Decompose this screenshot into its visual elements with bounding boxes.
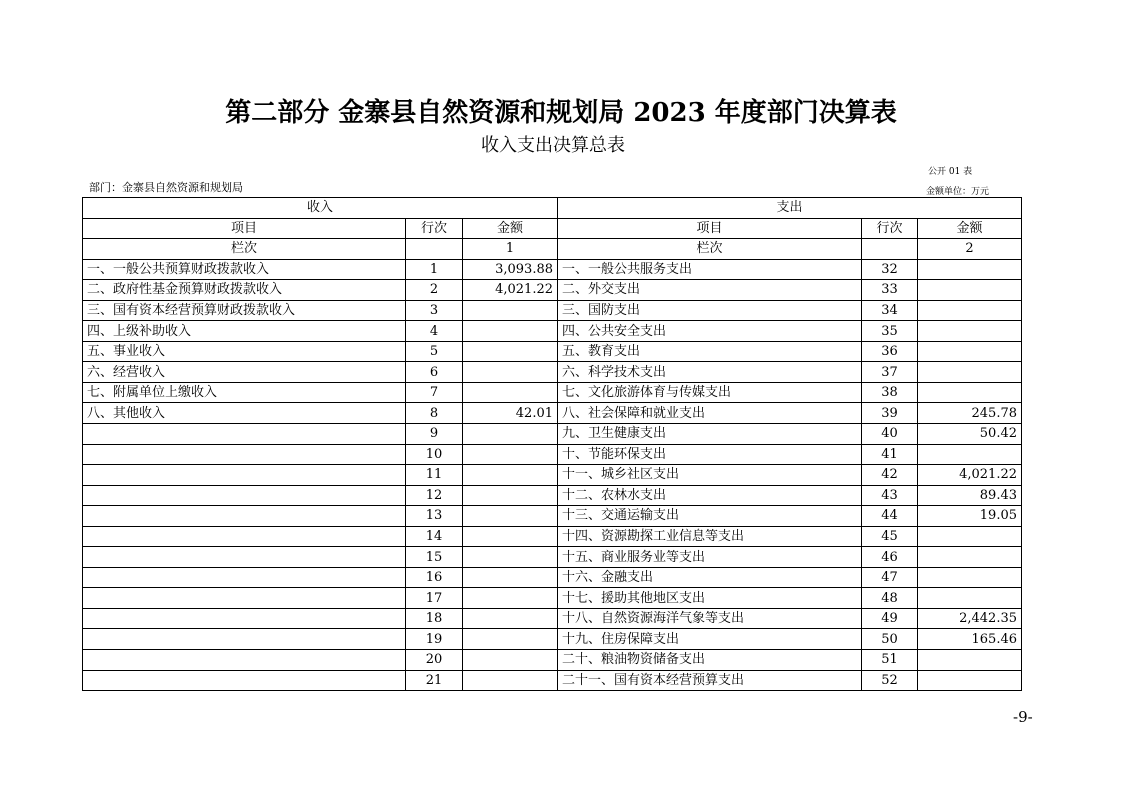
income-line-no-cell: 12 <box>406 485 463 506</box>
income-line-no-cell: 16 <box>406 567 463 588</box>
table-row <box>83 259 1022 280</box>
expense-amount-cell <box>918 444 1022 465</box>
income-line-no-cell: 10 <box>406 444 463 465</box>
income-column-number: 1 <box>463 239 558 260</box>
expense-column-number: 2 <box>918 239 1022 260</box>
income-amount-cell <box>463 526 558 547</box>
income-amount-cell <box>463 670 558 691</box>
expense-line-no-cell: 32 <box>862 259 918 280</box>
expense-line-no-cell: 33 <box>862 280 918 301</box>
income-item-cell: 七、附属单位上缴收入 <box>83 382 406 403</box>
income-amount-cell <box>463 485 558 506</box>
form-code: 公开 01 表 <box>928 167 973 177</box>
expense-amount-cell <box>918 588 1022 609</box>
expense-item-cell: 十八、自然资源海洋气象等支出 <box>558 608 862 629</box>
expense-amount-cell <box>918 362 1022 383</box>
expense-amount-cell: 2,442.35 <box>918 608 1022 629</box>
income-item-cell <box>83 588 406 609</box>
table-row <box>83 280 1022 301</box>
expense-item-cell: 三、国防支出 <box>558 300 862 321</box>
expense-amount-header: 金额 <box>918 218 1022 239</box>
income-item-cell <box>83 629 406 650</box>
income-item-header: 项目 <box>83 218 406 239</box>
expense-line-no-blank <box>862 239 918 260</box>
income-line-no-cell: 3 <box>406 300 463 321</box>
expense-line-no-cell: 45 <box>862 526 918 547</box>
income-amount-cell <box>463 321 558 342</box>
income-amount-cell <box>463 341 558 362</box>
expense-line-no-cell: 47 <box>862 567 918 588</box>
income-line-no-cell: 17 <box>406 588 463 609</box>
income-item-cell <box>83 608 406 629</box>
expense-amount-cell <box>918 526 1022 547</box>
income-line-no-cell: 7 <box>406 382 463 403</box>
income-line-no-cell: 4 <box>406 321 463 342</box>
table-row <box>83 670 1022 691</box>
income-line-no-cell: 21 <box>406 670 463 691</box>
header-row-section <box>83 198 1022 219</box>
income-line-no-cell: 15 <box>406 547 463 568</box>
income-amount-cell <box>463 588 558 609</box>
expense-line-no-cell: 35 <box>862 321 918 342</box>
income-amount-cell: 42.01 <box>463 403 558 424</box>
income-line-no-cell: 1 <box>406 259 463 280</box>
income-item-cell <box>83 485 406 506</box>
expense-item-cell: 十七、援助其他地区支出 <box>558 588 862 609</box>
income-column-label: 栏次 <box>83 239 406 260</box>
expense-item-cell: 二、外交支出 <box>558 280 862 301</box>
income-line-no-header: 行次 <box>406 218 463 239</box>
table-row <box>83 465 1022 486</box>
expense-section-header: 支出 <box>558 198 1022 219</box>
income-amount-cell <box>463 362 558 383</box>
expense-line-no-cell: 43 <box>862 485 918 506</box>
expense-amount-cell <box>918 382 1022 403</box>
table-row <box>83 300 1022 321</box>
table-row <box>83 382 1022 403</box>
header-row-columns <box>83 218 1022 239</box>
table-row <box>83 424 1022 445</box>
income-item-cell <box>83 650 406 671</box>
expense-amount-cell <box>918 341 1022 362</box>
income-item-cell: 八、其他收入 <box>83 403 406 424</box>
income-amount-cell <box>463 444 558 465</box>
income-item-cell: 四、上级补助收入 <box>83 321 406 342</box>
income-amount-cell <box>463 506 558 527</box>
expense-amount-cell <box>918 567 1022 588</box>
expense-item-cell: 七、文化旅游体育与传媒支出 <box>558 382 862 403</box>
income-line-no-cell: 5 <box>406 341 463 362</box>
income-line-no-blank <box>406 239 463 260</box>
expense-line-no-cell: 49 <box>862 608 918 629</box>
income-item-cell: 五、事业收入 <box>83 341 406 362</box>
income-amount-cell <box>463 424 558 445</box>
income-amount-cell <box>463 382 558 403</box>
expense-amount-cell <box>918 670 1022 691</box>
expense-item-cell: 二十、粮油物资储备支出 <box>558 650 862 671</box>
income-line-no-cell: 13 <box>406 506 463 527</box>
page-title: 第二部分 金寨县自然资源和规划局 2023 年度部门决算表 <box>225 98 897 128</box>
expense-amount-cell <box>918 280 1022 301</box>
income-item-cell <box>83 567 406 588</box>
expense-line-no-cell: 42 <box>862 465 918 486</box>
expense-item-cell: 十九、住房保障支出 <box>558 629 862 650</box>
income-line-no-cell: 8 <box>406 403 463 424</box>
expense-amount-cell: 19.05 <box>918 506 1022 527</box>
expense-amount-cell: 245.78 <box>918 403 1022 424</box>
expense-line-no-header: 行次 <box>862 218 918 239</box>
table-row <box>83 526 1022 547</box>
expense-line-no-cell: 46 <box>862 547 918 568</box>
expense-amount-cell: 89.43 <box>918 485 1022 506</box>
expense-line-no-cell: 36 <box>862 341 918 362</box>
expense-item-cell: 十一、城乡社区支出 <box>558 465 862 486</box>
amount-unit-label: 金额单位：万元 <box>926 187 990 197</box>
expense-line-no-cell: 44 <box>862 506 918 527</box>
expense-line-no-cell: 38 <box>862 382 918 403</box>
table-row <box>83 650 1022 671</box>
income-line-no-cell: 20 <box>406 650 463 671</box>
expense-item-cell: 十三、交通运输支出 <box>558 506 862 527</box>
expense-item-cell: 十四、资源勘探工业信息等支出 <box>558 526 862 547</box>
page-number: -9- <box>1013 708 1033 726</box>
expense-item-cell: 四、公共安全支出 <box>558 321 862 342</box>
expense-amount-cell: 165.46 <box>918 629 1022 650</box>
income-amount-cell <box>463 300 558 321</box>
table-subtitle: 收入支出决算总表 <box>481 135 625 156</box>
income-item-cell: 一、一般公共预算财政拨款收入 <box>83 259 406 280</box>
expense-item-cell: 九、卫生健康支出 <box>558 424 862 445</box>
income-amount-cell <box>463 567 558 588</box>
income-expense-table <box>82 197 1022 691</box>
income-amount-cell <box>463 629 558 650</box>
expense-item-cell: 十六、金融支出 <box>558 567 862 588</box>
expense-amount-cell <box>918 259 1022 280</box>
expense-item-cell: 十五、商业服务业等支出 <box>558 547 862 568</box>
expense-item-cell: 十二、农林水支出 <box>558 485 862 506</box>
income-item-cell: 六、经营收入 <box>83 362 406 383</box>
expense-line-no-cell: 48 <box>862 588 918 609</box>
expense-item-cell: 六、科学技术支出 <box>558 362 862 383</box>
income-item-cell <box>83 424 406 445</box>
expense-line-no-cell: 51 <box>862 650 918 671</box>
expense-line-no-cell: 50 <box>862 629 918 650</box>
expense-column-label: 栏次 <box>558 239 862 260</box>
table-row <box>83 321 1022 342</box>
income-line-no-cell: 9 <box>406 424 463 445</box>
expense-amount-cell <box>918 321 1022 342</box>
table-row <box>83 341 1022 362</box>
income-line-no-cell: 2 <box>406 280 463 301</box>
table-row <box>83 629 1022 650</box>
income-section-header: 收入 <box>83 198 558 219</box>
expense-item-cell: 十、节能环保支出 <box>558 444 862 465</box>
expense-amount-cell <box>918 547 1022 568</box>
expense-line-no-cell: 34 <box>862 300 918 321</box>
department-label: 部门：金寨县自然资源和规划局 <box>89 181 243 194</box>
income-item-cell <box>83 547 406 568</box>
table-body <box>83 198 1022 691</box>
expense-line-no-cell: 39 <box>862 403 918 424</box>
income-line-no-cell: 19 <box>406 629 463 650</box>
expense-amount-cell <box>918 300 1022 321</box>
income-line-no-cell: 11 <box>406 465 463 486</box>
income-amount-cell <box>463 650 558 671</box>
table-row <box>83 485 1022 506</box>
expense-item-header: 项目 <box>558 218 862 239</box>
expense-line-no-cell: 52 <box>862 670 918 691</box>
expense-line-no-cell: 37 <box>862 362 918 383</box>
expense-item-cell: 一、一般公共服务支出 <box>558 259 862 280</box>
expense-item-cell: 五、教育支出 <box>558 341 862 362</box>
income-item-cell: 三、国有资本经营预算财政拨款收入 <box>83 300 406 321</box>
income-item-cell <box>83 444 406 465</box>
header-row-column-numbers <box>83 239 1022 260</box>
income-amount-cell: 4,021.22 <box>463 280 558 301</box>
table-row <box>83 506 1022 527</box>
income-line-no-cell: 18 <box>406 608 463 629</box>
table-row <box>83 362 1022 383</box>
income-line-no-cell: 6 <box>406 362 463 383</box>
income-amount-cell <box>463 608 558 629</box>
income-item-cell <box>83 465 406 486</box>
table-row <box>83 444 1022 465</box>
table-row <box>83 588 1022 609</box>
expense-amount-cell: 4,021.22 <box>918 465 1022 486</box>
table-row <box>83 567 1022 588</box>
income-item-cell: 二、政府性基金预算财政拨款收入 <box>83 280 406 301</box>
table-row <box>83 608 1022 629</box>
income-line-no-cell: 14 <box>406 526 463 547</box>
income-amount-cell <box>463 547 558 568</box>
income-item-cell <box>83 506 406 527</box>
expense-item-cell: 二十一、国有资本经营预算支出 <box>558 670 862 691</box>
income-amount-cell <box>463 465 558 486</box>
expense-item-cell: 八、社会保障和就业支出 <box>558 403 862 424</box>
expense-line-no-cell: 41 <box>862 444 918 465</box>
expense-amount-cell <box>918 650 1022 671</box>
income-amount-cell: 3,093.88 <box>463 259 558 280</box>
income-amount-header: 金额 <box>463 218 558 239</box>
income-item-cell <box>83 670 406 691</box>
table-row <box>83 547 1022 568</box>
table-row <box>83 403 1022 424</box>
expense-amount-cell: 50.42 <box>918 424 1022 445</box>
income-item-cell <box>83 526 406 547</box>
expense-line-no-cell: 40 <box>862 424 918 445</box>
